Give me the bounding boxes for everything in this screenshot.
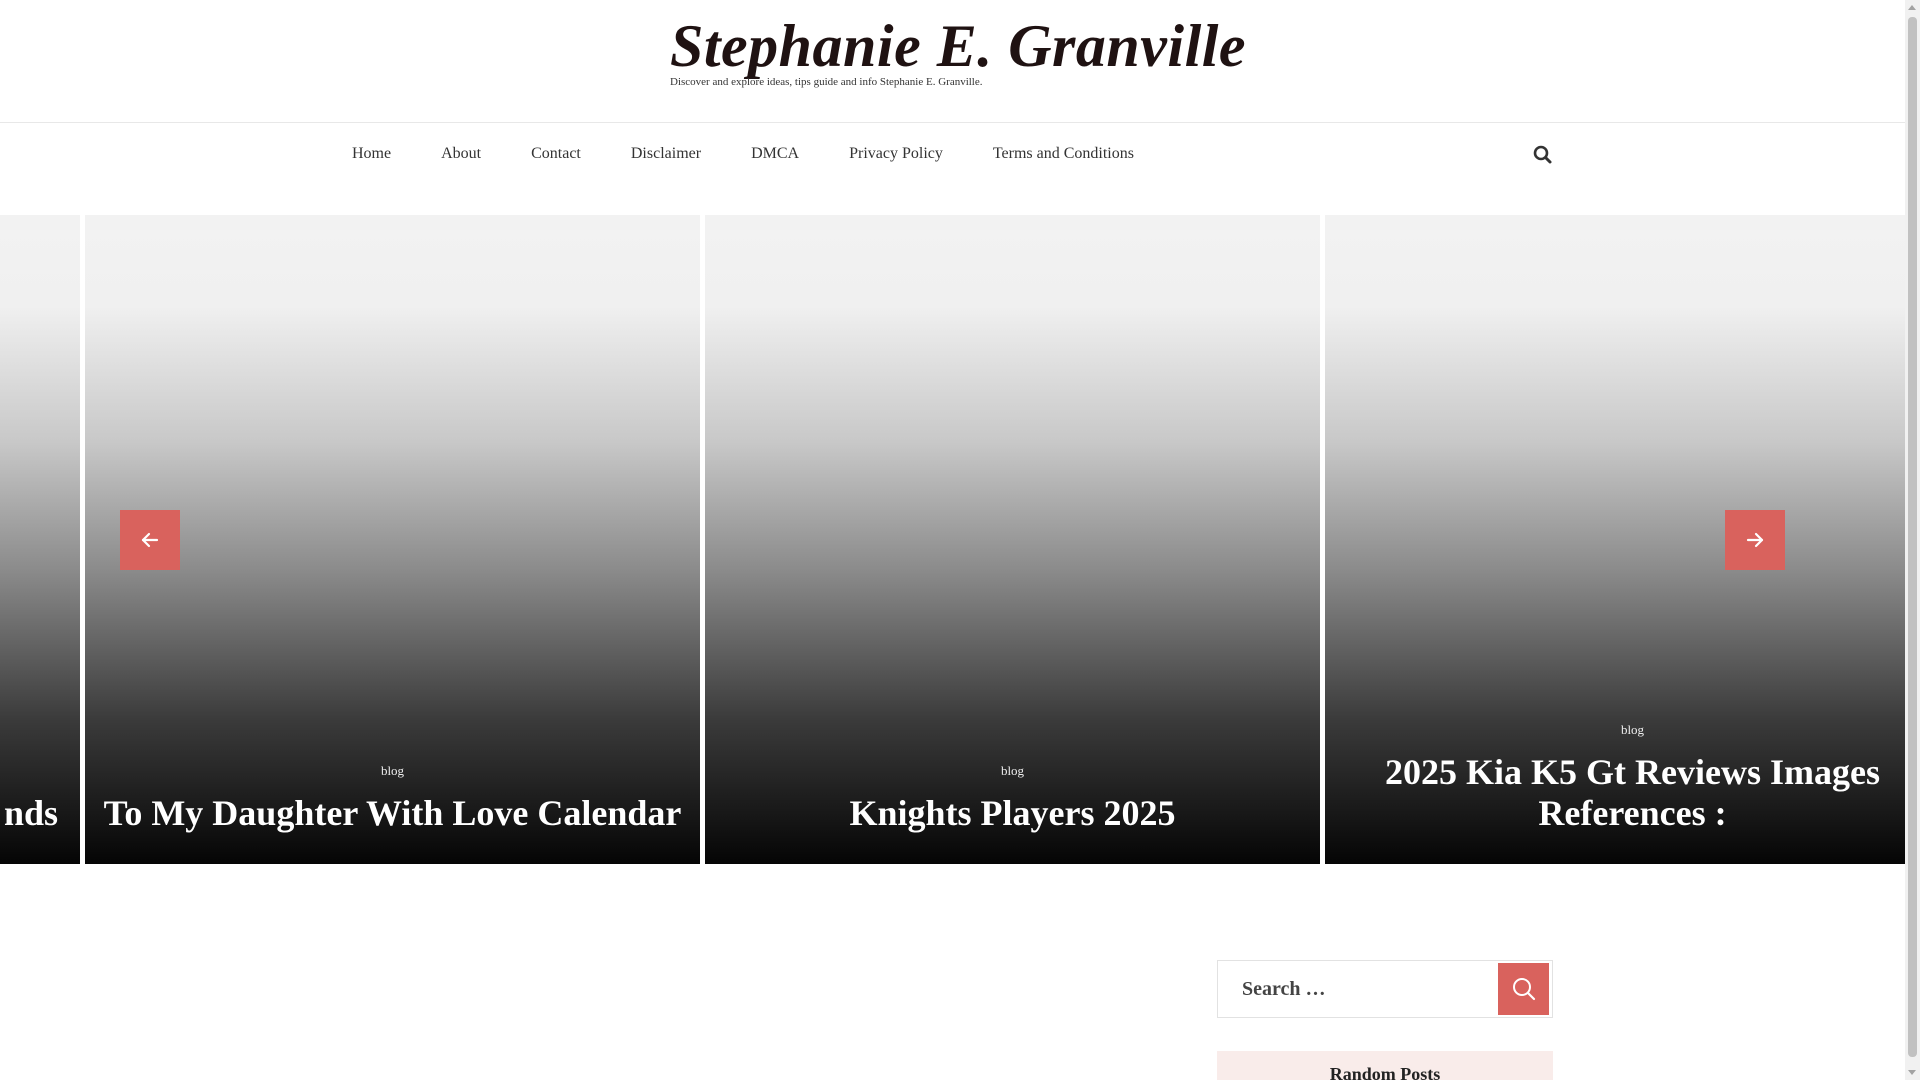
site-title[interactable]: Stephanie E. Granville: [670, 13, 1247, 79]
slide-content: [705, 763, 1320, 834]
nav-item-privacy-policy[interactable]: Privacy Policy: [849, 145, 943, 162]
slide-content: [1325, 722, 1905, 834]
slider-next-button[interactable]: [1725, 510, 1785, 570]
slide-category[interactable]: blog: [380, 763, 405, 778]
nav-item-contact[interactable]: Contact: [531, 145, 581, 162]
arrow-right-icon: [1744, 529, 1766, 551]
slide-card[interactable]: [705, 215, 1320, 864]
slide-title[interactable]: 2025 Kia K5 Gt Reviews Images References :: [1385, 752, 1880, 833]
nav-item-terms[interactable]: Terms and Conditions: [992, 145, 1134, 162]
nav-search-icon[interactable]: [1530, 142, 1556, 168]
featured-slider: [0, 215, 1905, 864]
slide-category[interactable]: blog: [1000, 763, 1025, 778]
page-scrollbar[interactable]: [1905, 0, 1920, 1080]
nav-item-dmca[interactable]: DMCA: [751, 145, 800, 162]
nav-list: [352, 124, 1134, 184]
slide-category[interactable]: blog: [1620, 722, 1645, 737]
slide-card[interactable]: [0, 215, 80, 864]
search-icon: [1530, 142, 1556, 168]
arrow-left-icon: [139, 529, 161, 551]
search-icon: [1509, 974, 1539, 1004]
random-posts-widget: [1217, 1051, 1553, 1080]
scroll-down-arrow-icon[interactable]: [1908, 1070, 1916, 1075]
nav-item-about[interactable]: About: [441, 145, 482, 162]
slide-card[interactable]: [1325, 215, 1905, 864]
slide-content: [0, 793, 80, 834]
scroll-up-arrow-icon[interactable]: [1908, 5, 1916, 10]
site-tagline: Discover and explore ideas, tips guide and info Stephanie E. Granville.: [670, 76, 983, 88]
site-header: [0, 0, 1905, 123]
main-navigation: [0, 124, 1905, 215]
search-input[interactable]: [1218, 961, 1498, 1017]
nav-item-home[interactable]: Home: [352, 145, 392, 162]
slide-title[interactable]: nds: [3, 793, 58, 833]
slide-content: [85, 763, 700, 834]
scroll-thumb[interactable]: [1908, 17, 1917, 1057]
nav-item-disclaimer[interactable]: Disclaimer: [630, 145, 702, 162]
slide-title[interactable]: Knights Players 2025: [849, 793, 1176, 833]
slider-prev-button[interactable]: [120, 510, 180, 570]
sidebar-search-form: [1217, 960, 1553, 1018]
slide-title[interactable]: To My Daughter With Love Calendar: [103, 793, 682, 833]
widget-title: Random Posts: [1329, 1064, 1441, 1080]
search-submit-button[interactable]: [1498, 963, 1549, 1015]
